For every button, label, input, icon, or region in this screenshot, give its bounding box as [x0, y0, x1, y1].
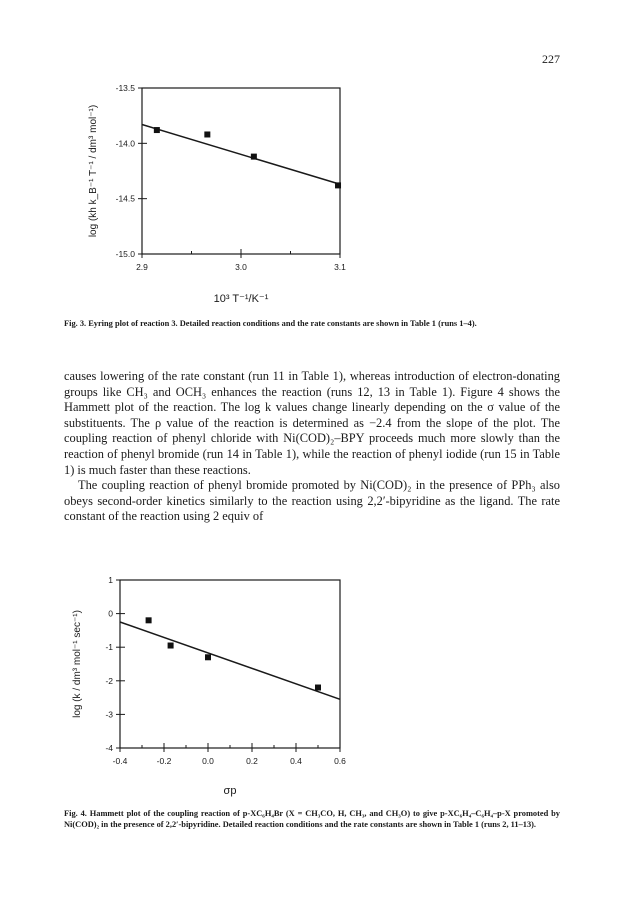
x-tick-label: -0.2: [156, 756, 172, 766]
body-paragraph-2: The coupling reaction of phenyl bromide promoted by Ni(COD)₂ in the presence of PPh₃ also obeys second-order kinetics similarly to the reaction using 2,2′-bipyridine as the ligand. The rate constant of the reaction using 2 equiv of: [64, 478, 560, 524]
figure-3-eyring-plot: [0, 80, 624, 312]
plot-frame: [120, 580, 340, 748]
y-tick-label: -14.0: [115, 138, 135, 149]
plot-frame: [142, 88, 340, 254]
data-point: [251, 154, 257, 160]
x-tick-label: 0.0: [202, 756, 214, 766]
x-tick-label: -0.4: [112, 756, 128, 766]
figure-4-caption: Fig. 4. Hammett plot of the coupling reaction of p-XC₆H₄Br (X = CH₃CO, H, CH₃, and CH₃O) to give p-XC₆H₄–C₆H₄–p-X promoted by Ni(COD)₂ in the presence of 2,2′-bipyridine. Detailed reaction conditions and the rate constants are shown in Table 1 (runs 2, 11–13).: [64, 809, 560, 829]
x-tick-label: 2.9: [136, 262, 148, 272]
figure-3-caption: Fig. 3. Eyring plot of reaction 3. Detailed reaction conditions and the rate constants are shown in Table 1 (runs 1–4).: [64, 319, 477, 328]
y-tick-label: 1: [108, 575, 113, 585]
data-point: [168, 643, 174, 649]
x-tick-label: 3.1: [334, 262, 346, 272]
data-point: [335, 182, 341, 188]
y-tick-label: -15.0: [115, 249, 135, 259]
figure-4-hammett-plot: [0, 570, 624, 800]
y-tick-label: 0: [108, 608, 113, 619]
data-point: [204, 131, 210, 137]
y-tick-label: -1: [105, 642, 113, 653]
data-point: [205, 654, 211, 660]
fit-line: [142, 125, 340, 185]
x-axis-label: 10³ T⁻¹/K⁻¹: [213, 293, 269, 305]
y-axis-label: log (kh k_B⁻¹ T⁻¹ / dm³ mol⁻¹): [88, 104, 99, 238]
body-paragraph-1: causes lowering of the rate constant (run 11 in Table 1), whereas introduction of electron-donating groups like CH₃ and OCH₃ enhances the reaction (runs 12, 13 in Table 1). Figure 4 shows the Hammett plot of the reaction. The log k values change linearly depending on the σ value of the substituents. The ρ value of the reaction is determined as −2.4 from the slope of the plot. The coupling reaction of phenyl chloride with Ni(COD)₂–BPY proceeds much more slowly than the reaction of phenyl bromide (run 14 in Table 1), while the reaction of phenyl iodide (run 15 in Table 1) is much faster than these reactions.: [64, 369, 560, 477]
data-point: [315, 685, 321, 691]
page-number: 227: [542, 52, 560, 66]
y-tick-label: -14.5: [115, 193, 135, 204]
data-point: [154, 127, 160, 133]
x-tick-label: 0.2: [246, 756, 258, 766]
x-tick-label: 0.6: [334, 756, 346, 766]
x-tick-label: 0.4: [290, 756, 302, 766]
fit-line: [120, 622, 340, 699]
y-tick-label: -3: [105, 709, 113, 720]
y-axis-label: log (k / dm³ mol⁻¹ sec⁻¹): [72, 610, 83, 718]
data-point: [146, 617, 152, 623]
body-text: [64, 369, 560, 525]
y-tick-label: -13.5: [115, 83, 135, 93]
y-tick-label: -2: [105, 675, 113, 686]
x-axis-label: σp: [223, 785, 237, 797]
x-tick-label: 3.0: [235, 262, 247, 272]
y-tick-label: -4: [105, 743, 113, 753]
